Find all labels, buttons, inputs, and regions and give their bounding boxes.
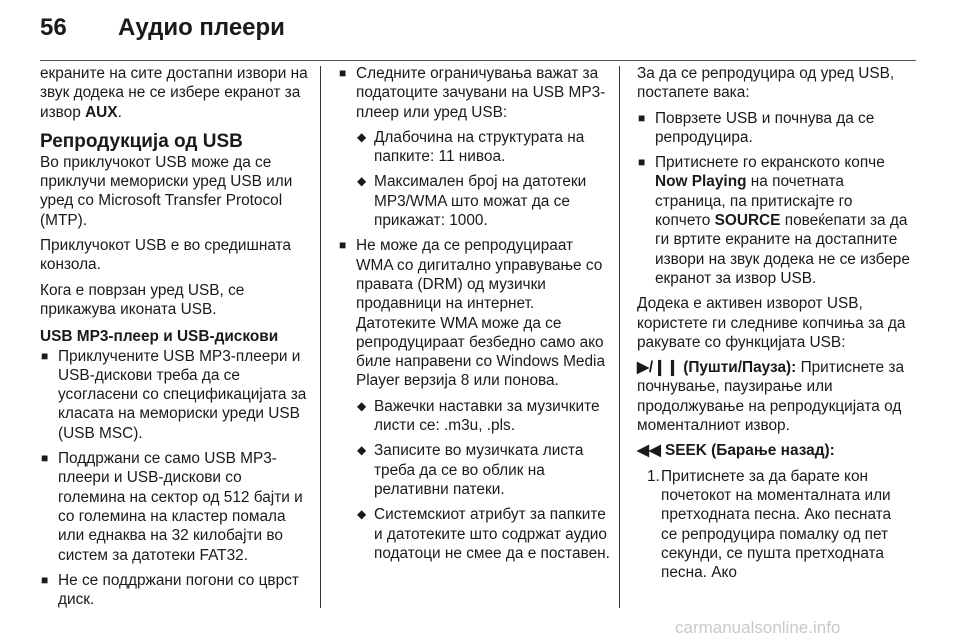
bullet-item: ■ Приклучените USB MP3-плеери и USB-дискови треба да се усогласени со спецификацијата за класата на мемориски уреди USB (USB MSC). xyxy=(40,347,310,443)
sub-bullet-item: ◆ Максимален број на датотеки MP3/WMA што можат да се прикажат: 1000. xyxy=(338,172,610,230)
sub-bullet-item: ◆ Записите во музичката листа треба да се во облик на релативни патеки. xyxy=(338,441,610,499)
bullet-list xyxy=(637,109,911,289)
intro-paragraph: За да се репродуцира од уред USB, постапете вака: xyxy=(637,65,895,102)
page-number: 56 xyxy=(40,14,67,41)
intro-paragraph: екраните на сите достапни извори на звук додека не се избере екранот за извор AUX. xyxy=(40,65,308,121)
column-divider xyxy=(320,66,321,608)
header-rule xyxy=(40,60,916,61)
bullet-item: ■ Следните ограничувања важат за податоците зачувани на USB MP3-плеер или уред USB: xyxy=(338,64,610,122)
play-pause-label: (Пушти/Пауза): xyxy=(683,359,797,377)
paragraph: Кога е поврзан уред USB, се прикажува иконата USB. xyxy=(40,281,245,318)
bullet-item: ■ Не се поддржани погони со цврст диск. xyxy=(40,571,310,610)
bullet-list xyxy=(40,347,310,610)
section-heading-usb: Репродукција од USB xyxy=(40,130,243,152)
bullet-item: ■ Не може да се репродуцираат WMA со дигитално управување со правата (DRM) од музички продавници на интернет. Датотеките WMA може да се репродуцираат безбедно само ако биле направени со Windows Media Player верзија 8 или понова. xyxy=(338,236,610,390)
play-pause-icon: ▶/❙❙ xyxy=(637,359,679,377)
now-playing-keyword: Now Playing xyxy=(655,173,747,191)
bullet-item: ■ Поддржани се само USB MP3-плеери и USB-дискови со големина на сектор од 512 бајти и со големина на кластер помала или еднаква на 32 килобајти во систем за датотеки FAT32. xyxy=(40,449,310,565)
play-pause-paragraph: ▶/❙❙ (Пушти/Пауза): Притиснете за почнување, паузирање или продолжување на репродукцијата од моменталниот извор. xyxy=(637,359,904,435)
column-2 xyxy=(338,64,610,569)
column-3 xyxy=(637,64,911,588)
paragraph: Во приклучокот USB може да се приклучи мемориски уред USB или уред со Microsoft Transfer Protocol (MTP). xyxy=(40,153,293,229)
page-header xyxy=(0,0,960,58)
column-divider xyxy=(619,66,620,608)
page-title: Аудио плеери xyxy=(118,14,285,41)
sub-bullet-item: ◆ Системскиот атрибут за папките и датотеките што содржат аудио податоци не смее да е поставен. xyxy=(338,505,610,563)
paragraph: Приклучокот USB е во средишната конзола. xyxy=(40,237,291,274)
item-number: 1. xyxy=(647,467,660,485)
rewind-icon: ◀◀ xyxy=(637,442,661,460)
paragraph: Додека е активен изворот USB, користете ги следниве копчиња за да ракувате со функцијата USB: xyxy=(637,295,906,351)
numbered-item: 1. Притиснете за да барате кон почетокот на моменталната или претходната песна. Ако песната се репродуцира помалку од пет секунди, се пушта претходната песна. Ако xyxy=(647,467,892,582)
watermark: carmanualsonline.info xyxy=(675,618,841,637)
aux-keyword: AUX xyxy=(85,103,118,121)
bullet-item: ■ Поврзете USB и почнува да се репродуцира. xyxy=(637,109,911,148)
subheading-usb-mp3: USB MP3-плеер и USB-дискови xyxy=(40,328,279,346)
seek-back-heading: ◀◀ SEEK (Барање назад): xyxy=(637,442,835,460)
sub-bullet-item: ◆ Важечки наставки за музичките листи се: .m3u, .pls. xyxy=(338,397,610,436)
bullet-item: ■ Притиснете го екранското копче Now Playing на почетната страница, па притискајте го копчето SOURCE повеќепати за да ги вртите екраните на достапните извори на звук додека не се избере екранот за извор USB. xyxy=(637,153,911,288)
column-1 xyxy=(40,64,310,615)
bullet-list xyxy=(338,64,610,563)
source-keyword: SOURCE xyxy=(714,212,781,230)
sub-bullet-item: ◆ Длабочина на структурата на папките: 11 нивоа. xyxy=(338,128,610,167)
